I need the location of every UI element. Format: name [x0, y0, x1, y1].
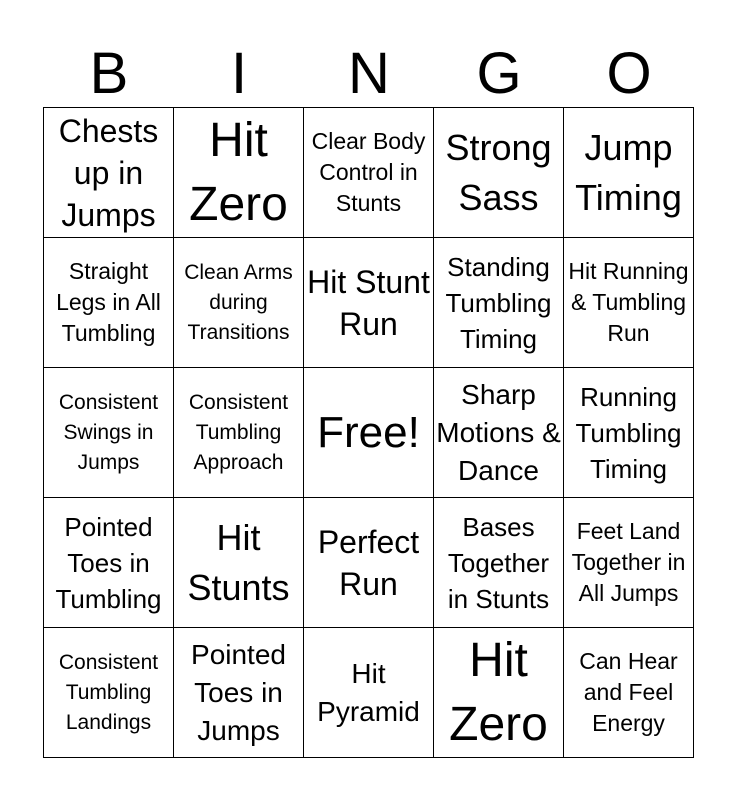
bingo-cell[interactable]	[44, 108, 174, 238]
bingo-cell[interactable]	[564, 238, 694, 368]
cell-text: Hit Pyramid	[317, 657, 420, 727]
header-letter-n: N	[348, 41, 390, 106]
bingo-cell[interactable]	[174, 368, 304, 498]
cell-text: Hit Running & Tumbling Run	[568, 258, 689, 346]
bingo-cell[interactable]	[44, 368, 174, 498]
bingo-cell[interactable]	[174, 498, 304, 628]
bingo-cell[interactable]	[174, 628, 304, 758]
cell-text: Hit Zero	[449, 633, 548, 751]
bingo-cell[interactable]	[44, 628, 174, 758]
bingo-cell[interactable]	[44, 498, 174, 628]
cell-text: Strong Sass	[445, 126, 552, 218]
cell-text: Hit Stunts	[187, 516, 290, 608]
bingo-cell[interactable]	[304, 498, 434, 628]
bingo-cell[interactable]	[434, 108, 564, 238]
bingo-cell[interactable]	[174, 108, 304, 238]
bingo-cell[interactable]	[304, 628, 434, 758]
bingo-cell[interactable]	[174, 238, 304, 368]
bingo-cell[interactable]	[564, 368, 694, 498]
cell-text: Standing Tumbling Timing	[445, 251, 552, 354]
cell-text: Bases Together in Stunts	[447, 511, 550, 614]
bingo-cell[interactable]	[564, 628, 694, 758]
cell-text: Hit Zero	[189, 113, 288, 231]
bingo-cell[interactable]	[434, 238, 564, 368]
bingo-header	[44, 40, 694, 108]
cell-text: Sharp Motions & Dance	[436, 378, 561, 486]
cell-text: Clean Arms during Transitions	[184, 260, 293, 344]
cell-text: Perfect Run	[317, 523, 420, 602]
header-letter-b: B	[89, 41, 129, 106]
header-letter-i: I	[230, 41, 248, 106]
cell-text: Pointed Toes in Tumbling	[55, 511, 162, 614]
free-space-cell[interactable]	[304, 368, 434, 498]
cell-text: Feet Land Together in All Jumps	[571, 518, 686, 606]
cell-text: Chests up in Jumps	[58, 112, 159, 233]
cell-text: Jump Timing	[575, 126, 682, 218]
bingo-cell[interactable]	[44, 238, 174, 368]
bingo-cell[interactable]	[434, 628, 564, 758]
cell-text: Can Hear and Feel Energy	[579, 648, 678, 736]
cell-text: Hit Stunt Run	[307, 263, 430, 342]
header-letter-o: O	[606, 41, 652, 106]
bingo-cell[interactable]	[564, 108, 694, 238]
cell-text: Straight Legs in All Tumbling	[56, 258, 161, 346]
bingo-cell[interactable]	[304, 238, 434, 368]
cell-text: Free!	[317, 407, 420, 457]
cell-text: Clear Body Control in Stunts	[311, 128, 426, 216]
bingo-card-grid	[43, 107, 694, 758]
bingo-cell[interactable]	[434, 368, 564, 498]
cell-text: Pointed Toes in Jumps	[191, 638, 286, 746]
cell-text: Consistent Tumbling Landings	[58, 650, 159, 734]
bingo-cell[interactable]	[564, 498, 694, 628]
cell-text: Consistent Tumbling Approach	[188, 390, 289, 474]
cell-text: Running Tumbling Timing	[575, 381, 682, 484]
header-letter-g: G	[476, 41, 522, 106]
bingo-cell[interactable]	[304, 108, 434, 238]
cell-text: Consistent Swings in Jumps	[58, 390, 159, 474]
bingo-cell[interactable]	[434, 498, 564, 628]
